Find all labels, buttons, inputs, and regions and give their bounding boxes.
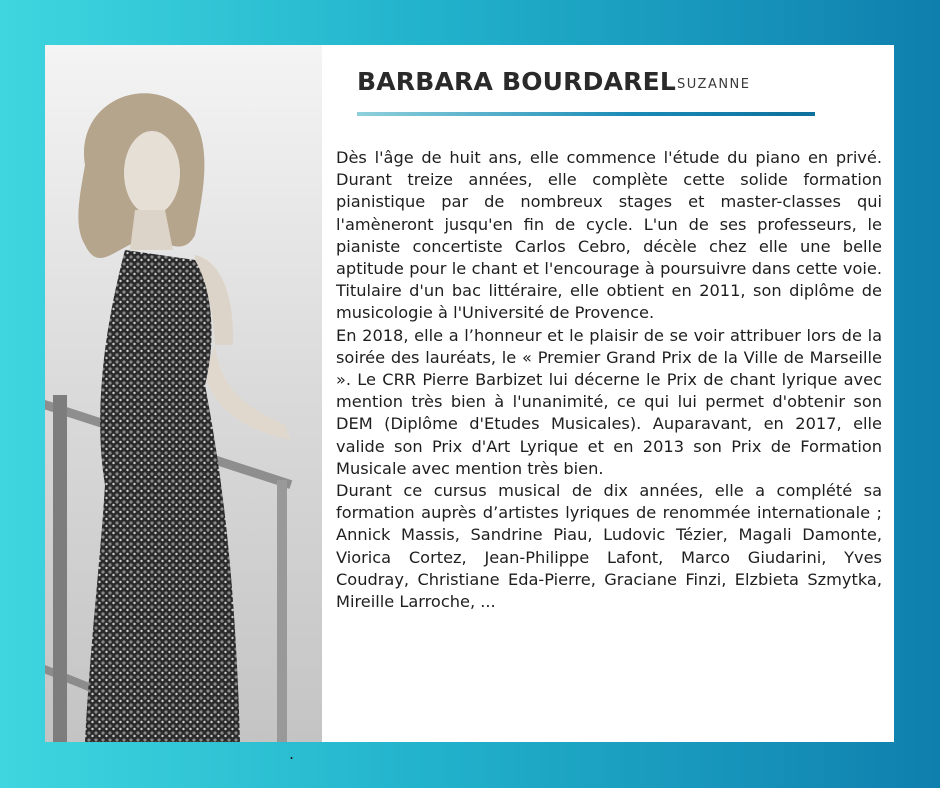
bio-paragraph: Durant ce cursus musical de dix années, elle a complété sa formation auprès d’artistes lyriques de renommée internationale ; Annick Massis, Sandrine Piau, Ludovic Tézier, Magali Damonte, Viorica Cortez, Jean-Philippe Lafont, Marco Giudarini, Yves Coudray, Christiane Eda-Pierre, Graciane Finzi, Elzbieta Szmytka, Mireille Larroche, ... bbox=[336, 481, 882, 612]
bio-card bbox=[45, 45, 894, 742]
portrait-photo bbox=[45, 45, 322, 742]
role-name: SUZANNE bbox=[677, 77, 751, 92]
bio-trailing-dot: . bbox=[289, 744, 295, 763]
bio-paragraph: En 2018, elle a l’honneur et le plaisir de se voir attribuer lors de la soirée des lauréats, le « Premier Grand Prix de la Ville de Marseille ». Le CRR Pierre Barbizet lui décerne le Prix de chant lyrique avec mention très bien à l'unanimité, ce qui lui permet d'obtenir son DEM (Diplôme d'Etudes Musicales). Auparavant, en 2017, elle valide son Prix d'Art Lyrique et en 2013 son Prix de Formation Musicale avec mention très bien. bbox=[336, 325, 882, 478]
title-underline bbox=[357, 112, 815, 116]
performer-name: BARBARA BOURDAREL bbox=[357, 67, 676, 96]
bio-paragraph: Dès l'âge de huit ans, elle commence l'étude du piano en privé. Durant treize années, elle complète cette solide formation pianistique par de nombreux stages et master-classes qui l'amèneront jusqu'en fin de cycle. L'un de ses professeurs, le pianiste concertiste Carlos Cebro, décèle chez elle une belle aptitude pour le chant et l'encourage à poursuivre dans cette voie. Titulaire d'un bac littéraire, elle obtient en 2011, son diplôme de musicologie à l'Université de Provence. bbox=[336, 148, 882, 323]
biography bbox=[336, 147, 882, 613]
